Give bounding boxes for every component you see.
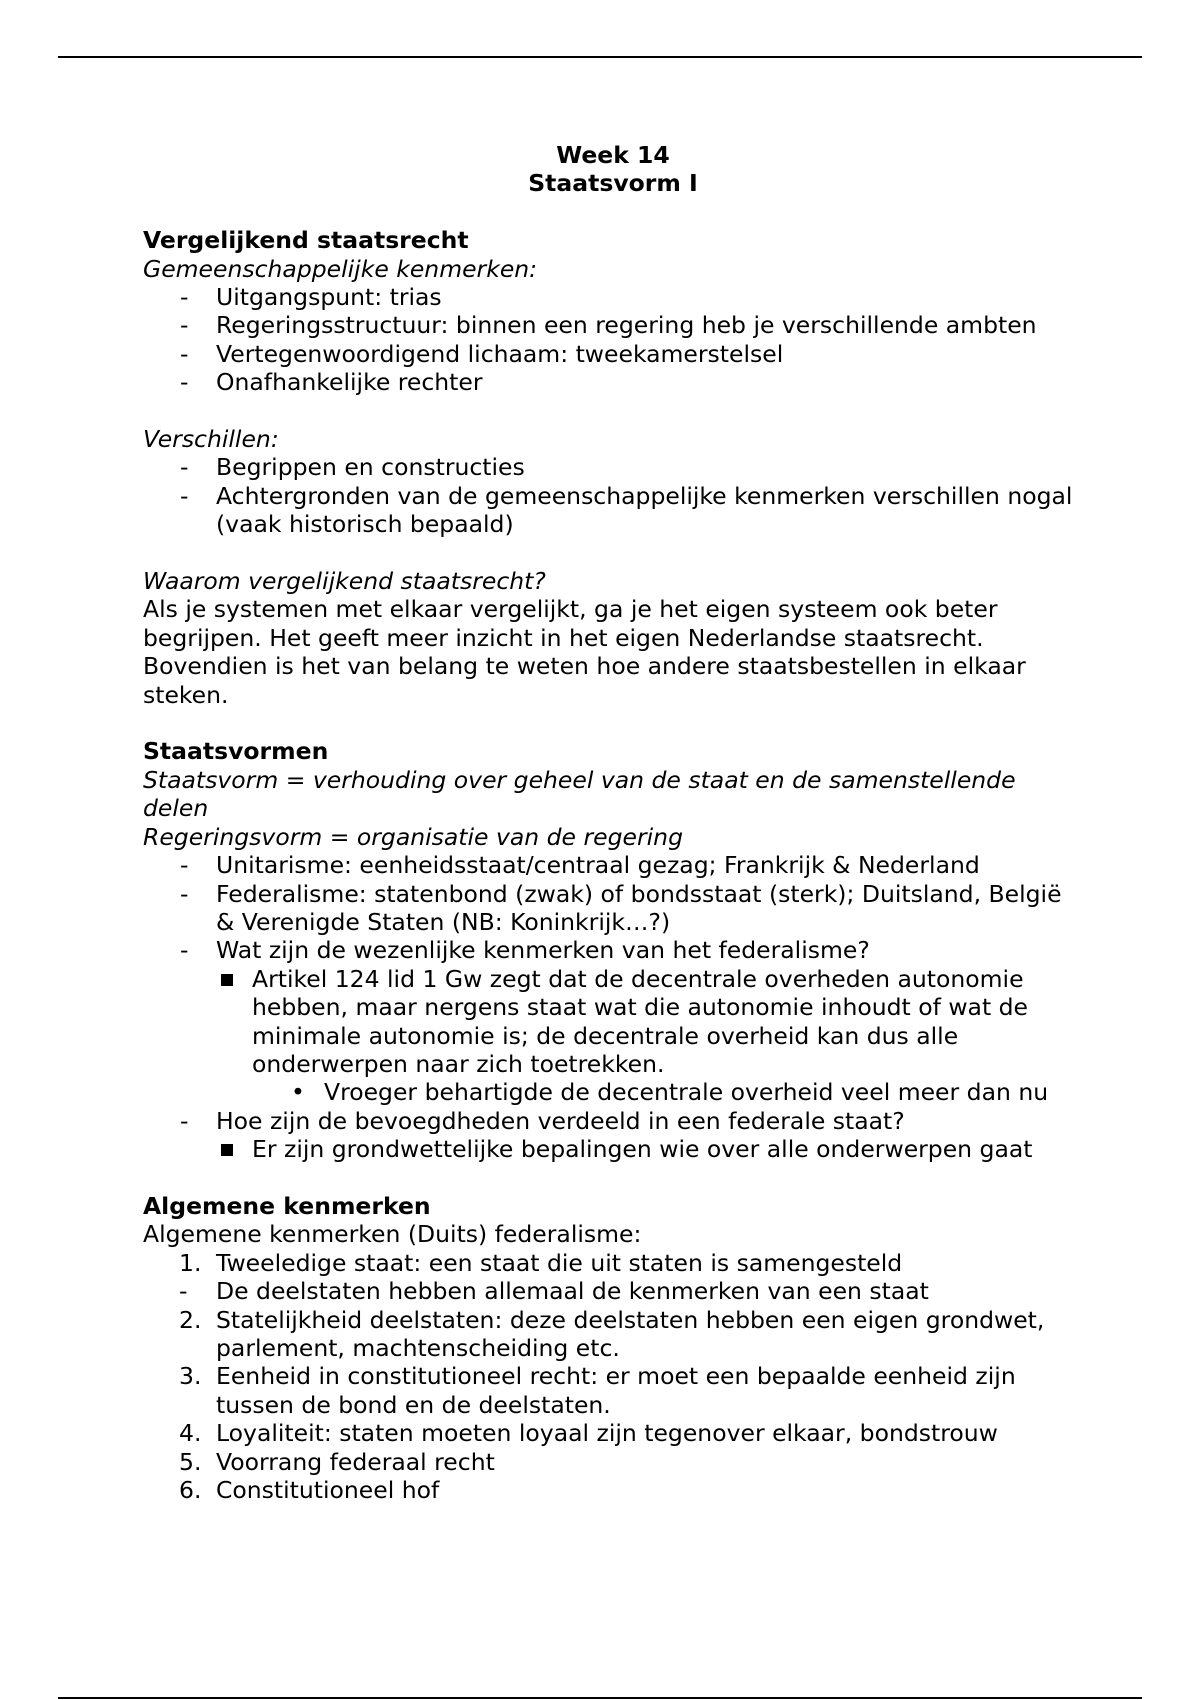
list-item: - Wat zijn de wezenlijke kenmerken van het federalisme? (180, 936, 870, 965)
square-bullet-icon (221, 1144, 233, 1156)
subheading-gemeenschappelijk: Gemeenschappelijke kenmerken: (143, 254, 538, 283)
title-week: Week 14 (556, 141, 670, 169)
sub-list-item: Artikel 124 lid 1 Gw zegt dat de decentrale overheden autonomie hebben, maar nergens staat wat die autonomie inhoudt of wat de minimale autonomie is; de decentrale overheid kan dus alle onderwerpen naar zich toetrekken. (143, 965, 1083, 1079)
subheading-verschillen: Verschillen: (143, 425, 279, 454)
intro-algemene: Algemene kenmerken (Duits) federalisme: (143, 1220, 642, 1249)
definition-regeringsvorm: Regeringsvorm = organisatie van de regering (143, 822, 683, 851)
page-title (143, 141, 1083, 198)
list-item: - Regeringsstructuur: binnen een regering heb je verschillende ambten (180, 311, 1037, 340)
section-heading-vergelijkend: Vergelijkend staatsrecht (143, 226, 469, 255)
document-body (143, 141, 1083, 1504)
title-topic: Staatsvorm I (528, 169, 698, 198)
paragraph-waarom: Als je systemen met elkaar vergelijkt, ga je het eigen systeem ook beter begrijpen. Het geeft meer inzicht in het eigen Nederlandse staatsrecht. Bovendien is het van belang te weten hoe andere staatsbestellen in elkaar steken. (143, 595, 1026, 709)
list-item: - Vertegenwoordigend lichaam: tweekamerstelsel (180, 339, 784, 368)
list-item: - Uitgangspunt: trias (180, 283, 442, 312)
numbered-item: 4. Loyaliteit: staten moeten loyaal zijn tegenover elkaar, bondstrouw (179, 1419, 998, 1448)
numbered-item: 2. Statelijkheid deelstaten: deze deelstaten hebben een eigen grondwet, parlement, machtenscheiding etc. (179, 1305, 1045, 1362)
numbered-item: - De deelstaten hebben allemaal de kenmerken van een staat (179, 1277, 929, 1306)
numbered-item: 3. Eenheid in constitutioneel recht: er moet een bepaalde eenheid zijn tussen de bond en de deelstaten. (179, 1362, 1016, 1419)
list-item: - Begrippen en constructies (180, 453, 525, 482)
list-item: - Unitarisme: eenheidsstaat/centraal gezag; Frankrijk & Nederland (180, 851, 980, 880)
subheading-waarom: Waarom vergelijkend staatsrecht? (143, 567, 546, 596)
header-rule (58, 56, 1142, 58)
list-item: - Achtergronden van de gemeenschappelijke kenmerken verschillen nogal (vaak historisch bepaald) (180, 481, 1073, 539)
footer-rule (58, 1697, 1142, 1699)
numbered-item: 1. Tweeledige staat: een staat die uit staten is samengesteld (179, 1248, 903, 1277)
section-heading-staatsvormen: Staatsvormen (143, 737, 329, 766)
square-bullet-icon (221, 974, 233, 986)
definition-staatsvorm: Staatsvorm = verhouding over geheel van de staat en de samenstellende delen (143, 765, 1016, 823)
round-bullet-icon: • (291, 1078, 305, 1107)
numbered-item: 6. Constitutioneel hof (179, 1476, 440, 1505)
sub-sub-list-item: • Vroeger behartigde de decentrale overheid veel meer dan nu (291, 1078, 1049, 1107)
list-item: - Hoe zijn de bevoegdheden verdeeld in een federale staat? (180, 1106, 905, 1135)
section-heading-algemene: Algemene kenmerken (143, 1191, 431, 1220)
sub-list-item: Er zijn grondwettelijke bepalingen wie over alle onderwerpen gaat (143, 1135, 1083, 1163)
numbered-item: 5. Voorrang federaal recht (179, 1447, 495, 1476)
list-item: - Onafhankelijke rechter (180, 368, 483, 397)
list-item: - Federalisme: statenbond (zwak) of bondsstaat (sterk); Duitsland, België & Verenigde Staten (NB: Koninkrijk…?) (180, 879, 1062, 936)
